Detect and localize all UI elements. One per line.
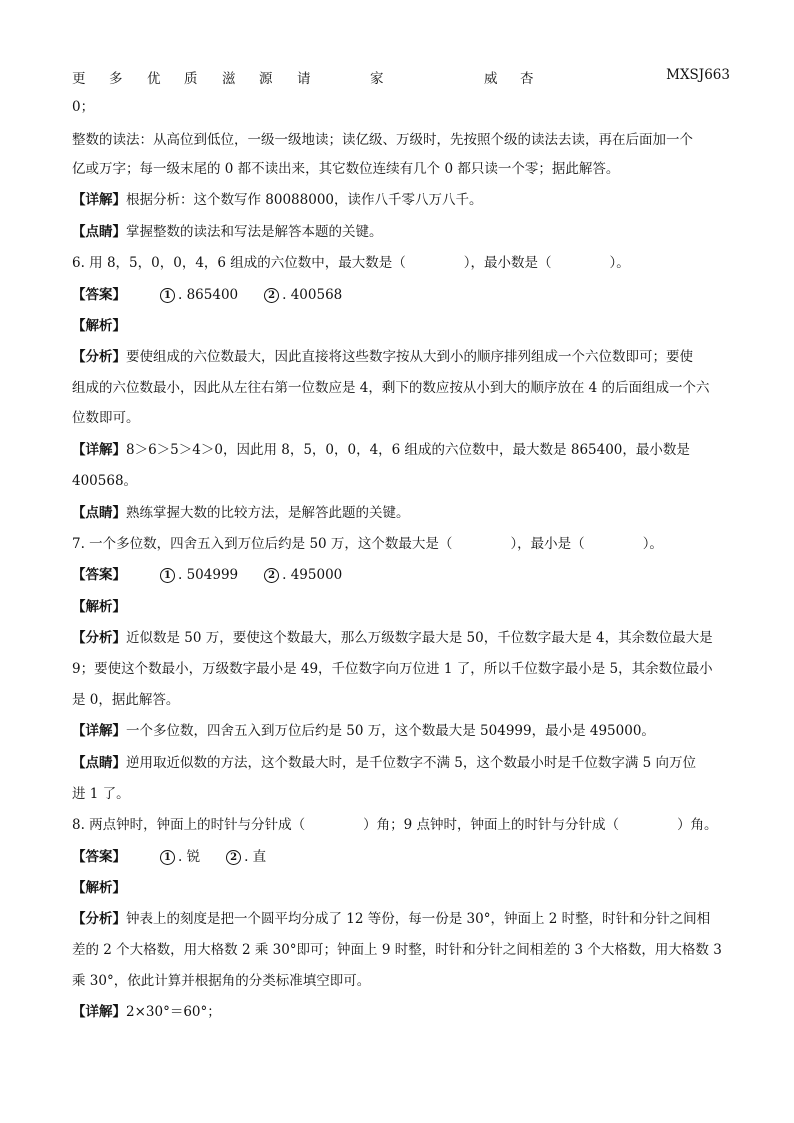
text: ），最小数是（	[463, 255, 552, 271]
text: 9；要使这个数最小，万级数字最小是 49，千位数字向万位进 1 了，所以千位数字最小是 5，其余数位最小	[72, 661, 713, 677]
text: ）。	[609, 255, 630, 271]
detail-tag: 【详解】	[72, 1004, 126, 1020]
text: 0；	[72, 99, 95, 115]
text: 是 0，据此解答。	[72, 692, 180, 708]
answer-2: . 495000	[282, 567, 343, 583]
answer-1: . 865400	[178, 287, 239, 303]
circled-number-1: 1	[160, 288, 175, 303]
jiexi-line	[72, 879, 126, 897]
text-line	[72, 98, 94, 116]
text: 8. 两点钟时，钟面上的时针与分针成（	[72, 817, 306, 833]
header-char: 杏	[520, 71, 534, 87]
text: 乘 30°，依此计算并根据角的分类标准填空即可。	[72, 973, 371, 989]
circled-number-2: 2	[226, 850, 241, 865]
header-char: 滋	[222, 71, 236, 87]
text: 组成的六位数最小，因此从左往右第一位数应是 4，剩下的数应按从小到大的顺序放在 4 的后面组成一个六	[72, 380, 710, 396]
page-header	[72, 67, 730, 85]
answer-2: . 直	[244, 849, 267, 865]
answer-line	[72, 848, 266, 866]
text: 钟表上的刻度是把一个圆平均分成了 12 等份，每一份是 30°，钟面上 2 时整，时针和分针之间相	[126, 911, 711, 927]
text: 8＞6＞5＞4＞0，因此用 8，5，0，0，4，6 组成的六位数中，最大数是 865400，最小数是	[126, 442, 690, 458]
text: 差的 2 个大格数，用大格数 2 乘 30°即可；钟面上 9 时整，时针和分针之间相差的 3 个大格数，用大格数 3	[72, 942, 722, 958]
answer-tag: 【答案】	[72, 567, 126, 583]
answer-1: . 锐	[178, 849, 201, 865]
text: 逆用取近似数的方法，这个数最大时，是千位数字不满 5，这个数最小时是千位数字满 5 向万位	[126, 755, 697, 771]
detail-line	[72, 191, 483, 209]
text-line	[72, 409, 140, 427]
text: 掌握整数的读法和写法是解答本题的关键。	[126, 224, 383, 240]
text: 根据分析：这个数写作 80088000，读作八千零八万八千。	[126, 192, 483, 208]
header-char: 威	[484, 71, 498, 87]
header-code: MXSJ663	[666, 67, 730, 83]
header-char: 源	[259, 71, 273, 87]
circled-number-2: 2	[264, 288, 279, 303]
jiexi-tag: 【解析】	[72, 318, 126, 334]
analysis-line	[72, 910, 710, 928]
text: ），最小是（	[510, 536, 585, 552]
text-line	[72, 472, 137, 490]
text: 位数即可。	[72, 410, 140, 426]
text: 进 1 了。	[72, 786, 130, 802]
header-char: 更	[72, 71, 86, 87]
text: 2×30°＝60°；	[126, 1004, 221, 1020]
text-line	[72, 660, 713, 678]
jiexi-tag: 【解析】	[72, 599, 126, 615]
text: 要使组成的六位数最大，因此直接将这些数字按从大到小的顺序排列组成一个六位数即可；要使	[126, 349, 693, 365]
circled-number-2: 2	[264, 568, 279, 583]
text-line	[72, 941, 722, 959]
analysis-line	[72, 629, 713, 647]
question-stem	[72, 535, 663, 553]
analysis-tag: 【分析】	[72, 911, 126, 927]
text-line	[72, 691, 179, 709]
question-stem	[72, 816, 718, 834]
analysis-tag: 【分析】	[72, 630, 126, 646]
text: 近似数是 50 万，要使这个数最大，那么万级数字最大是 50，千位数字最大是 4，其余数位最大是	[126, 630, 713, 646]
header-char: 多	[109, 71, 123, 87]
point-line	[72, 754, 696, 772]
answer-line	[72, 566, 342, 584]
point-tag: 【点睛】	[72, 505, 126, 521]
text: 亿或万字；每一级末尾的 0 都不读出来，其它数位连续有几个 0 都只读一个零；据此解答。	[72, 161, 620, 177]
header-char: 优	[147, 71, 161, 87]
header-char: 请	[297, 71, 311, 87]
text: 一个多位数，四舍五入到万位后约是 50 万，这个数最大是 504999，最小是 495000。	[126, 723, 655, 739]
detail-line	[72, 441, 690, 459]
text: ）角。	[677, 817, 718, 833]
analysis-tag: 【分析】	[72, 349, 126, 365]
text: 熟练掌握大数的比较方法，是解答此题的关键。	[126, 505, 410, 521]
answer-1: . 504999	[178, 567, 239, 583]
analysis-line	[72, 348, 693, 366]
answer-2: . 400568	[282, 287, 343, 303]
header-char: 家	[370, 71, 384, 87]
jiexi-line	[72, 317, 126, 335]
answer-line	[72, 286, 342, 304]
text-line	[72, 972, 370, 990]
point-tag: 【点睛】	[72, 224, 126, 240]
detail-tag: 【详解】	[72, 192, 126, 208]
answer-tag: 【答案】	[72, 287, 126, 303]
detail-tag: 【详解】	[72, 723, 126, 739]
question-stem	[72, 254, 630, 272]
point-line	[72, 504, 410, 522]
text-line	[72, 131, 693, 149]
jiexi-tag: 【解析】	[72, 880, 126, 896]
jiexi-line	[72, 598, 126, 616]
text-line	[72, 379, 710, 397]
circled-number-1: 1	[160, 568, 175, 583]
answer-tag: 【答案】	[72, 849, 126, 865]
text: 400568。	[72, 473, 138, 489]
detail-line	[72, 1003, 221, 1021]
text: 7. 一个多位数，四舍五入到万位后约是 50 万，这个数最大是（	[72, 536, 453, 552]
circled-number-1: 1	[160, 850, 175, 865]
text: ）。	[642, 536, 663, 552]
header-char: 质	[184, 71, 198, 87]
text-line	[72, 785, 130, 803]
text: 6. 用 8，5，0，0，4，6 组成的六位数中，最大数是（	[72, 255, 406, 271]
point-line	[72, 223, 383, 241]
point-tag: 【点睛】	[72, 755, 126, 771]
text: 整数的读法：从高位到低位，一级一级地读；读亿级、万级时，先按照个级的读法去读，再在后面加一个	[72, 132, 693, 148]
text: ）角；9 点钟时，钟面上的时针与分针成（	[363, 817, 620, 833]
text-line	[72, 160, 619, 178]
detail-line	[72, 722, 655, 740]
detail-tag: 【详解】	[72, 442, 126, 458]
